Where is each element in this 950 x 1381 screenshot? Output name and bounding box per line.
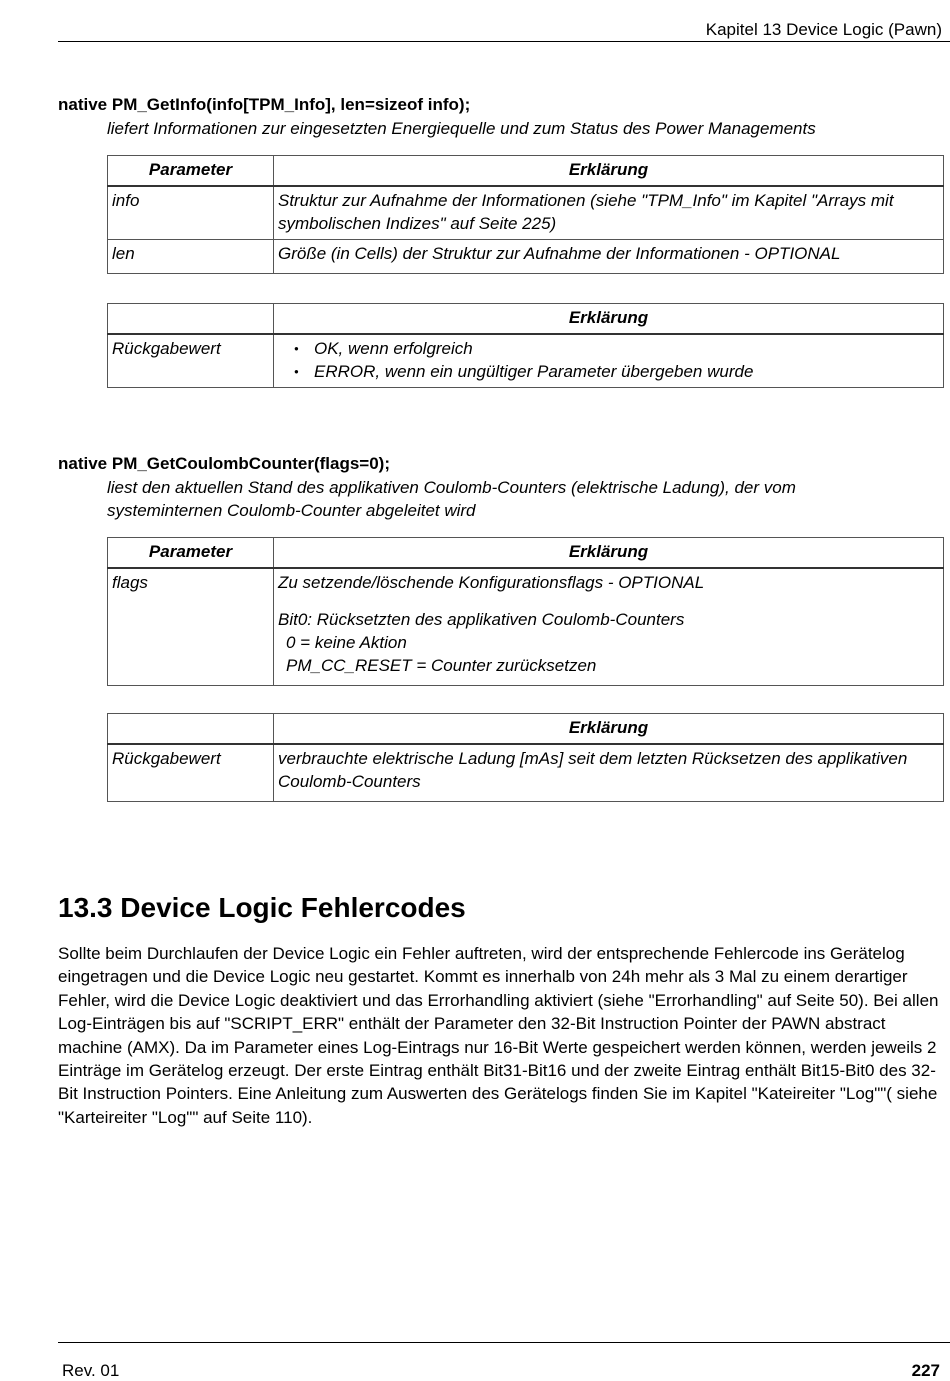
running-header: Kapitel 13 Device Logic (Pawn) xyxy=(705,20,942,39)
function-signature-getinfo: native PM_GetInfo(info[TPM_Info], len=sizeof info); xyxy=(58,95,471,114)
table-row xyxy=(108,744,944,802)
return-label: Rückgabewert xyxy=(108,744,274,802)
footer-rule xyxy=(58,1342,950,1343)
function-description-getcoulombcounter: liest den aktuellen Stand des applikativen Coulomb-Counters (elektrische Ladung), der vom systeminternen Coulomb-Counter abgeleitet wird xyxy=(107,478,796,520)
header-rule xyxy=(58,41,950,42)
column-header-erklaerung: Erklärung xyxy=(274,714,944,745)
section-paragraph: Sollte beim Durchlaufen der Device Logic ein Fehler auftreten, wird der entsprechende Fehlercode ins Gerätelog eingetragen und die Device Logic neu gestartet. Kommt es innerhalb von 24h mehr als 3 Mal zu einem derartiger Fehler, wird die Device Logic deaktiviert und das Errorhandling aktiviert (siehe "Errorhandling" auf Seite 50). Bei allen Log-Einträgen bis auf "SCRIPT_ERR" enthält der Parameter den 32-Bit Instruction Pointer der PAWN abstract machine (AMX). Da im Parameter eines Log-Eintrags nur 16-Bit Werte gespeichert werden können, werden jeweils 2 Einträge im Gerätelog erzeugt. Der erste Eintrag enthält Bit31-Bit16 und der zweite Eintrag enthält Bit15-Bit0 des 32-Bit Instruction Pointers. Eine Anleitung zum Auswerten des Gerätelogs finden Sie im Kapitel "Kateireiter "Log""( siehe "Karteireiter "Log"" auf Seite 110). xyxy=(58,944,939,1127)
section-heading: 13.3 Device Logic Fehlercodes xyxy=(58,892,466,923)
footer-revision: Rev. 01 xyxy=(62,1361,120,1380)
param-name: flags xyxy=(108,568,274,686)
return-label: Rückgabewert xyxy=(108,334,274,388)
column-header-empty xyxy=(108,304,274,335)
param-name: len xyxy=(108,240,274,274)
list-item: ● OK, wenn erfolgreich xyxy=(314,337,939,360)
param-line: PM_CC_RESET = Counter zurücksetzen xyxy=(286,656,597,675)
return-table-getcoulombcounter xyxy=(107,713,944,802)
param-description: Größe (in Cells) der Struktur zur Aufnahme der Informationen - OPTIONAL xyxy=(274,240,944,274)
param-name: info xyxy=(108,186,274,240)
list-item: ● ERROR, wenn ein ungültiger Parameter übergeben wurde xyxy=(314,360,939,383)
param-line: Bit0: Rücksetzten des applikativen Coulomb-Counters xyxy=(278,610,685,629)
column-header-erklaerung: Erklärung xyxy=(274,156,944,187)
column-header-empty xyxy=(108,714,274,745)
table-row xyxy=(108,334,944,388)
table-row xyxy=(108,568,944,686)
param-description: Struktur zur Aufnahme der Informationen (siehe "TPM_Info" im Kapitel "Arrays mit symbolischen Indizes" auf Seite 225) xyxy=(274,186,944,240)
column-header-erklaerung: Erklärung xyxy=(274,538,944,569)
parameter-table-getinfo xyxy=(107,155,944,274)
return-description: verbrauchte elektrische Ladung [mAs] seit dem letzten Rücksetzen des applikativen Coulomb-Counters xyxy=(274,744,944,802)
column-header-parameter: Parameter xyxy=(108,538,274,569)
column-header-parameter: Parameter xyxy=(108,156,274,187)
parameter-table-getcoulombcounter xyxy=(107,537,944,686)
return-bullet-list xyxy=(278,337,939,383)
table-row xyxy=(108,240,944,274)
param-line: Zu setzende/löschende Konfigurationsflags - OPTIONAL xyxy=(278,573,705,592)
return-table-getinfo xyxy=(107,303,944,388)
column-header-erklaerung: Erklärung xyxy=(274,304,944,335)
page-number: 227 xyxy=(911,1361,940,1380)
param-description xyxy=(274,568,944,686)
function-signature-getcoulombcounter: native PM_GetCoulombCounter(flags=0); xyxy=(58,454,391,473)
param-line: 0 = keine Aktion xyxy=(286,633,407,652)
table-row xyxy=(108,186,944,240)
function-description-getinfo: liefert Informationen zur eingesetzten Energiequelle und zum Status des Power Managements xyxy=(107,119,816,138)
return-description xyxy=(274,334,944,388)
